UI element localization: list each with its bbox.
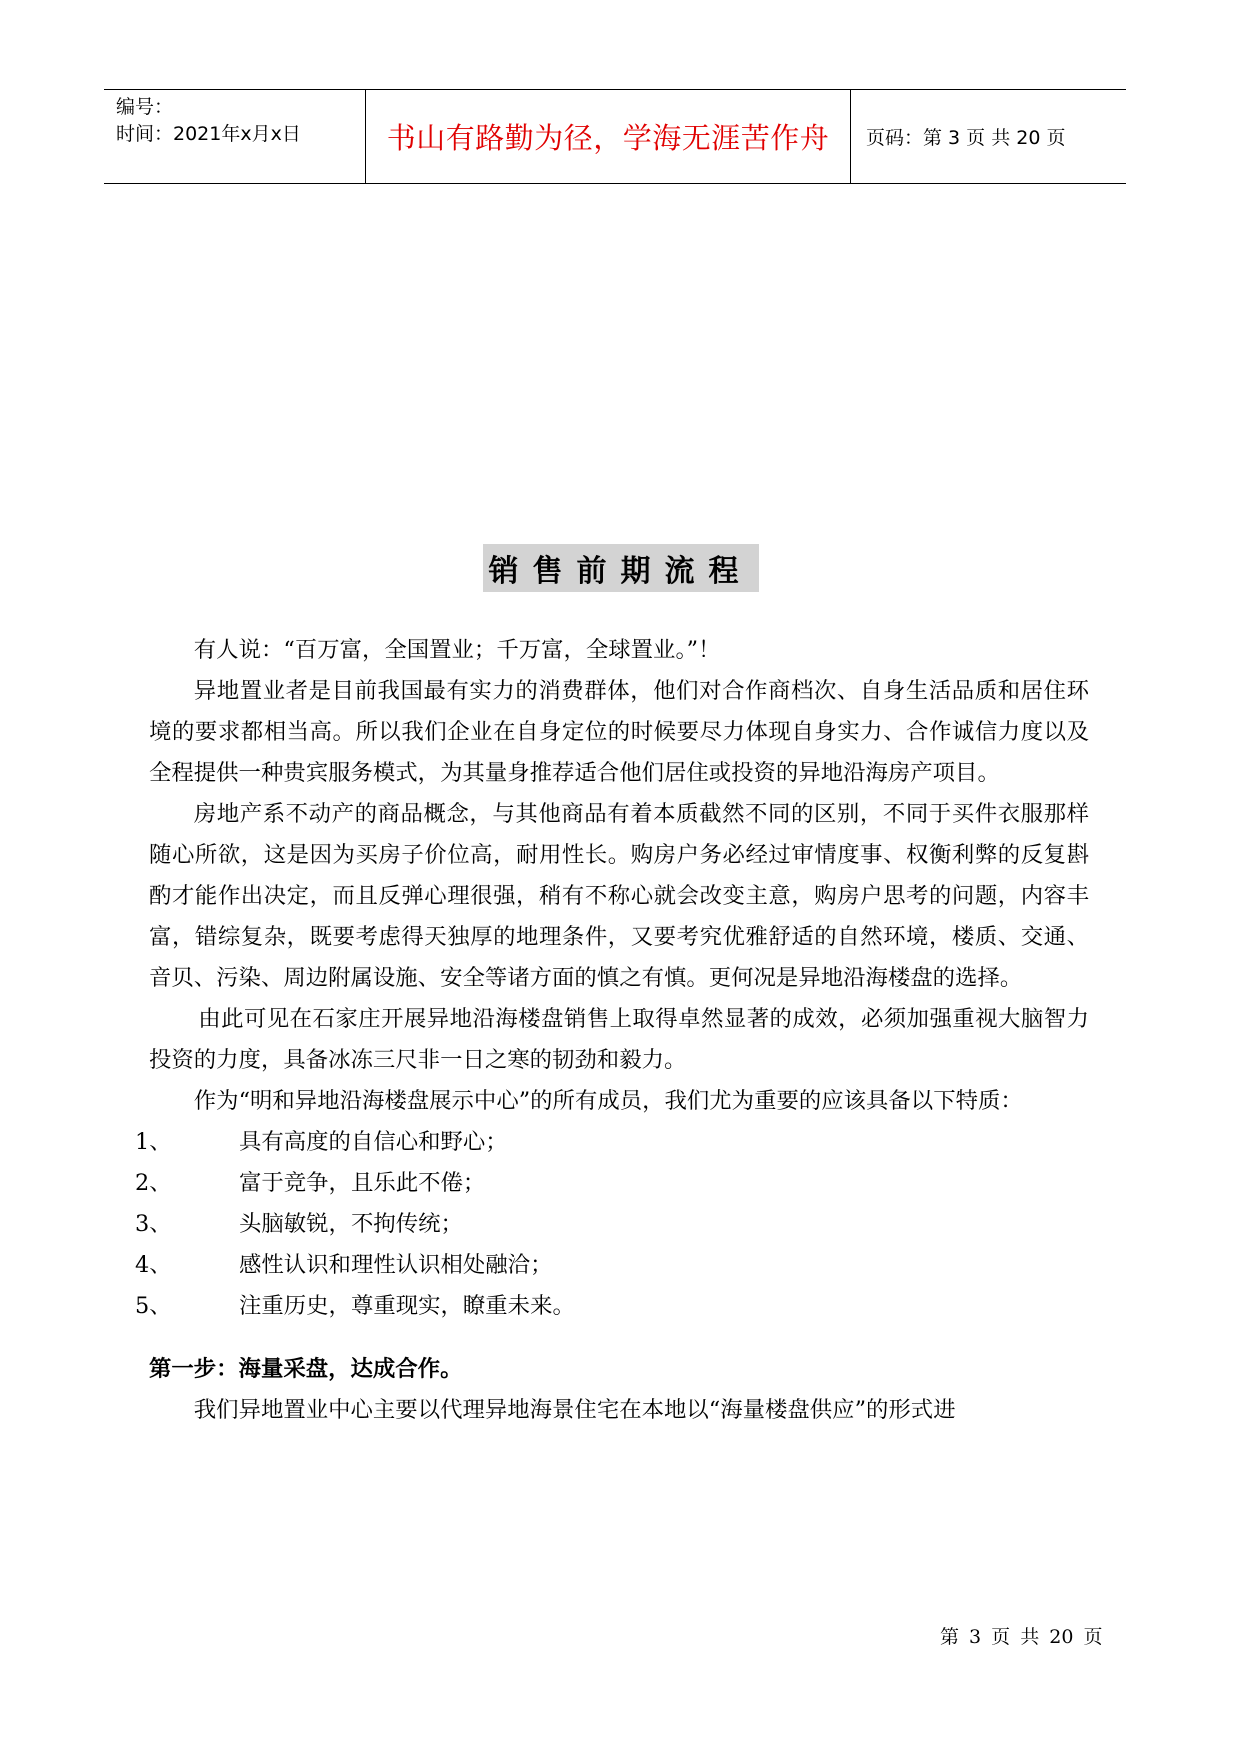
list-text: 感性认识和理性认识相处融洽； <box>239 1252 553 1278</box>
document-body <box>135 630 1089 1431</box>
list-item <box>135 1204 1089 1245</box>
title-container <box>0 544 1241 592</box>
paragraph: 作为“明和异地沿海楼盘展示中心”的所有成员，我们尤为重要的应该具备以下特质： <box>193 1088 1023 1114</box>
list-number: 5、 <box>135 1293 172 1319</box>
list-item <box>135 1245 1089 1286</box>
list-number: 3、 <box>135 1211 172 1237</box>
list-number: 2、 <box>135 1170 172 1196</box>
paragraph: 房地产系不动产的商品概念，与其他商品有着本质截然不同的区别，不同于买件衣服那样随心所欲，这是因为买房子价位高，耐用性长。购房户务必经过审情度事、权衡利弊的反复斟酌才能作出决定，而且反弹心理很强，稍有不称心就会改变主意，购房户思考的问题，内容丰富，错综复杂，既要考虑得天独厚的地理条件，又要考究优雅舒适的自然环境，楼质、交通、音贝、污染、周边附属设施、安全等诸方面的慎之有慎。更何况是异地沿海楼盘的选择。 <box>149 801 1089 991</box>
list-text: 具有高度的自信心和野心； <box>239 1129 508 1155</box>
paragraph: 异地置业者是目前我国最有实力的消费群体，他们对合作商档次、自身生活品质和居住环境的要求都相当高。所以我们企业在自身定位的时候要尽力体现自身实力、合作诚信力度以及全程提供一种贵宾服务模式，为其量身推荐适合他们居住或投资的异地沿海房产项目。 <box>149 678 1089 786</box>
header-meta <box>116 94 356 148</box>
paragraph: 由此可见在石家庄开展异地沿海楼盘销售上取得卓然显著的成效，必须加强重视大脑智力投资的力度，具备冰冻三尺非一日之寒的韧劲和毅力。 <box>149 1006 1089 1073</box>
list-text: 富于竞争，且乐此不倦； <box>239 1170 486 1196</box>
step-heading: 第一步：海量采盘，达成合作。 <box>149 1356 463 1382</box>
paragraph: 我们异地置业中心主要以代理异地海景住宅在本地以“海量楼盘供应”的形式进 <box>193 1397 956 1423</box>
list-number: 4、 <box>135 1252 172 1278</box>
list-text: 头脑敏锐，不拘传统； <box>239 1211 463 1237</box>
list-item <box>135 1122 1089 1163</box>
header-motto: 书山有路勤为径，学海无涯苦作舟 <box>386 121 830 155</box>
page-footer: 第 3 页 共 20 页 <box>940 1626 1103 1648</box>
header-page-label: 页码：第 3 页 共 20 页 <box>866 127 1066 149</box>
paragraph: 有人说：“百万富，全国置业；千万富，全球置业。”！ <box>193 637 721 663</box>
list-item <box>135 1286 1089 1327</box>
list-text: 注重历史，尊重现实，瞭重未来。 <box>239 1293 575 1319</box>
header-number-label: 编号： <box>116 96 174 118</box>
header-divider <box>850 90 851 183</box>
document-title: 销售前期流程 <box>483 544 759 592</box>
page-header <box>104 89 1126 184</box>
list-number: 1、 <box>135 1129 172 1155</box>
list-item <box>135 1163 1089 1204</box>
header-time-label: 时间：2021年x月x日 <box>116 123 301 145</box>
traits-list <box>135 1122 1089 1327</box>
